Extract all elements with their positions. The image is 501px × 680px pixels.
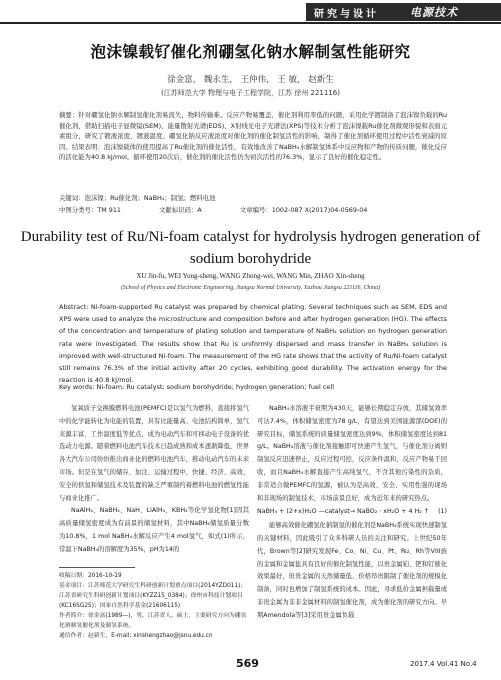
received-date: 收稿日期：2016-10-19 (59, 573, 122, 579)
footnote-rule (59, 567, 135, 568)
footnote-block (59, 571, 249, 641)
chinese-abstract: 摘要：针对硼氢化钠水解制氢催化剂易流失、物料传输难、反应产物易覆盖、催化剂利用率低的问题，采用化学镀制备了泡沫镍负载的Ru催化剂，借助扫描电子显微镜(SEM)、能量散射光谱(EDS)、X射线光电子光谱法(XPS)等技术分析了泡沫镍载Ru催化剂微观形貌和表面元素组分，研究了镀液浓度、镀液温度、硼氢化钠反应液浓度对催化剂的催化制氢活性的影响，制得了催化剂循环使用过程中活性衰减的原因。结果表明：泡沫镍载体的使用提高了Ru催化剂的催化活性，有效地改善了NaBH₄水解制氢体系中反应物和产物的传质问题，催化反应的活化能为40.8 kJ/mol。循环使用20次后，催化剂的催化活性仍为初次活性的76.3%，显示了良好的催化稳定性。 (59, 111, 447, 161)
chinese-authors: 徐金富， 魏永生， 王仲伟， 王 敏， 赵新生 (167, 75, 334, 85)
english-title: Durability test of Ru/Ni-foam catalyst for hydrolysis hydrogen generation of sodium borohydride (20, 229, 481, 267)
corresponding-author: 通信作者：赵新生，E-mail: xinshengzhao@jsnu.edu.cn (59, 633, 213, 639)
column-label: 研究与设计 (314, 9, 379, 20)
volume-info: 2017.4 Vol.41 No.4 (410, 660, 477, 668)
page-number: 569 (236, 657, 259, 670)
chinese-keywords: 关键词：泡沫镍；Ru催化剂；NaBH₄；制氢；燃料电池 (59, 194, 216, 202)
header-rule (0, 22, 501, 24)
equation-number: (1) (438, 508, 447, 516)
clc-number: 中图分类号：TM 911 (59, 206, 121, 214)
body-paragraph: NaBH₄水溶液半衰期为430天，能够长期稳定存放，其储氢效率可达7.4%，体积储氢密度为78 g/L，有望达到美国能源部(DOE)的研究目标，储氢系统的质量储氢密度达到9%，体积储氢密度达到81 g/L。NaBH₄溶液与催化剂接触即可快速产生氢气，与催化剂分离则制氢反应迅速停止，反应过程可控，反应条件温和，反应产物易于回收，而且NaBH₄水解直接产生高纯氢气，不含其他污染性的杂质，非常适合做PEMFC的氢源，被认为是高效、安全、实用性强的现场和非现场的制氢技术，市场前景良好，成为近年来的研究热点。 (257, 405, 447, 502)
body-paragraph: 能够高效催化硼氢化钠制氢的催化剂是NaBH₄系统实现快速制氢的关键材料，因此吸引了众多科研人员的关注和研究。上世纪50年代，Brown等[2]研究发现Fe、Co、Ni、Cu、Pt、Ru、Rh等VIII族的金属和金属盐具有良好的催化制氢性能，以贵金属铂、钯和钌催化效果最好，但贵金属的天然储量低、价格昂贵限制了催化剂的规模化制备，同时也增加了制氢系统的成本。因此，寻求低价金属担载量或非贵金属为非非金属材料的制氢催化剂，成为催化剂的研究方向。早期Amendola等[3]采用贵金属负载 (257, 522, 447, 619)
english-abstract: Abstract: Ni-foam-supported Ru catalyst was prepared by chemical plating. Several techniques such as SEM, EDS and XPS were used to analyze the microstructure and composition before and after hydrogen generation (HG). The effects of the concentration and temperature of plating solution and temperature of NaBH₄ solution on hydrogen generation rate were investigated. The results show that Ru is uniformly dispersed and mass transfer in NaBH₄ solution is improved with well-structured Ni-foam. The measurement of the HG rate shows that the activity of Ru/Ni-foam catalyst still remains 76.3% of the initial activity after 20 cycles, exhibiting good durability. The activation energy for the reaction is 40.8 kJ/mol. (59, 303, 447, 385)
body-paragraph: 氢氧质子交换膜燃料电池(PEMFC)是以氢气为燃料，直接将氢气中的化学能转化为电能的装置，具有比能量高、电池结构简单、氢气来源丰富、工作温度低等优点，成为电动汽车和可移动电子设备的优选动力电源。随着燃料电池汽车技术日趋成熟和成本逐渐降低，世界各大汽车公司纷纷推出商业化的燃料电池汽车，推动电动汽车的未来市场。但是在氢气的储存、加注、运输过程中，快捷、经济、高效、安全的供氢和储氢技术及装置的缺乏严重制约着燃料电池的燃氢性能与商业化推广。 (59, 405, 249, 502)
equation-body: NaBH₄ + (2+x)H₂O —catalyst→ NaBO₂ · xH₂O + 4 H₂ ↑ (257, 508, 430, 516)
chinese-title: 泡沫镍载钌催化剂硼氢化钠水解制氢性能研究 (90, 43, 411, 61)
document-code: 文献标识码：A (159, 206, 202, 214)
chinese-affiliation: (江苏师范大学 物理与电子工程学院，江苏 徐州 221116) (161, 89, 340, 97)
body-left-column (59, 403, 249, 553)
body-right-column (257, 403, 447, 623)
author-bio: 作者简介：徐金富(1989—)，男，江苏省人，硕士，主要研究方向为硼氢化钠制氢催化剂及制氢系统。 (59, 613, 247, 629)
journal-mark: 电源技术 (410, 6, 458, 19)
fund-info: 基金项目：江苏师范大学研究生科研创新计划重点项目(2014YZD011)；江苏省研究生科研创新计划项目(KYZZ15_0384)；徐州市科技计划项目(KC16SG25)；国家自然科学基金(21606115) (59, 583, 247, 609)
body-paragraph: NaAlH₄、NaBH₄、NaH、LiAlH₄、KBH₄等化学氢化物[1]因其高质量储氢密度成为有前景的储氢材料，其中NaBH₄储氢质量分数为10.8%，1 mol NaBH₄水解反应产生4 mol氢气，如式(1)所示，常温下NaBH₄的溶解度为35%，pH为14的 (59, 507, 249, 553)
english-affiliation: (School of Physics and Electronic Engineering, Jiangsu Normal University, Xuzhou Jiangsu 221116, China) (120, 285, 381, 291)
classification-line (59, 205, 447, 214)
english-keywords: Key words: Ni-foam; Ru catalyst; sodium borohydride; hydrogen generation; fuel cell (59, 383, 335, 391)
running-header (0, 0, 501, 30)
english-authors: XU Jin-fu, WEI Yong-sheng, WANG Zhong-wei, WANG Min, ZHAO Xin-sheng (136, 272, 365, 280)
article-number: 文章编号：1002-087 X(2017)04-0569-04 (239, 206, 368, 214)
equation-1 (257, 506, 447, 519)
